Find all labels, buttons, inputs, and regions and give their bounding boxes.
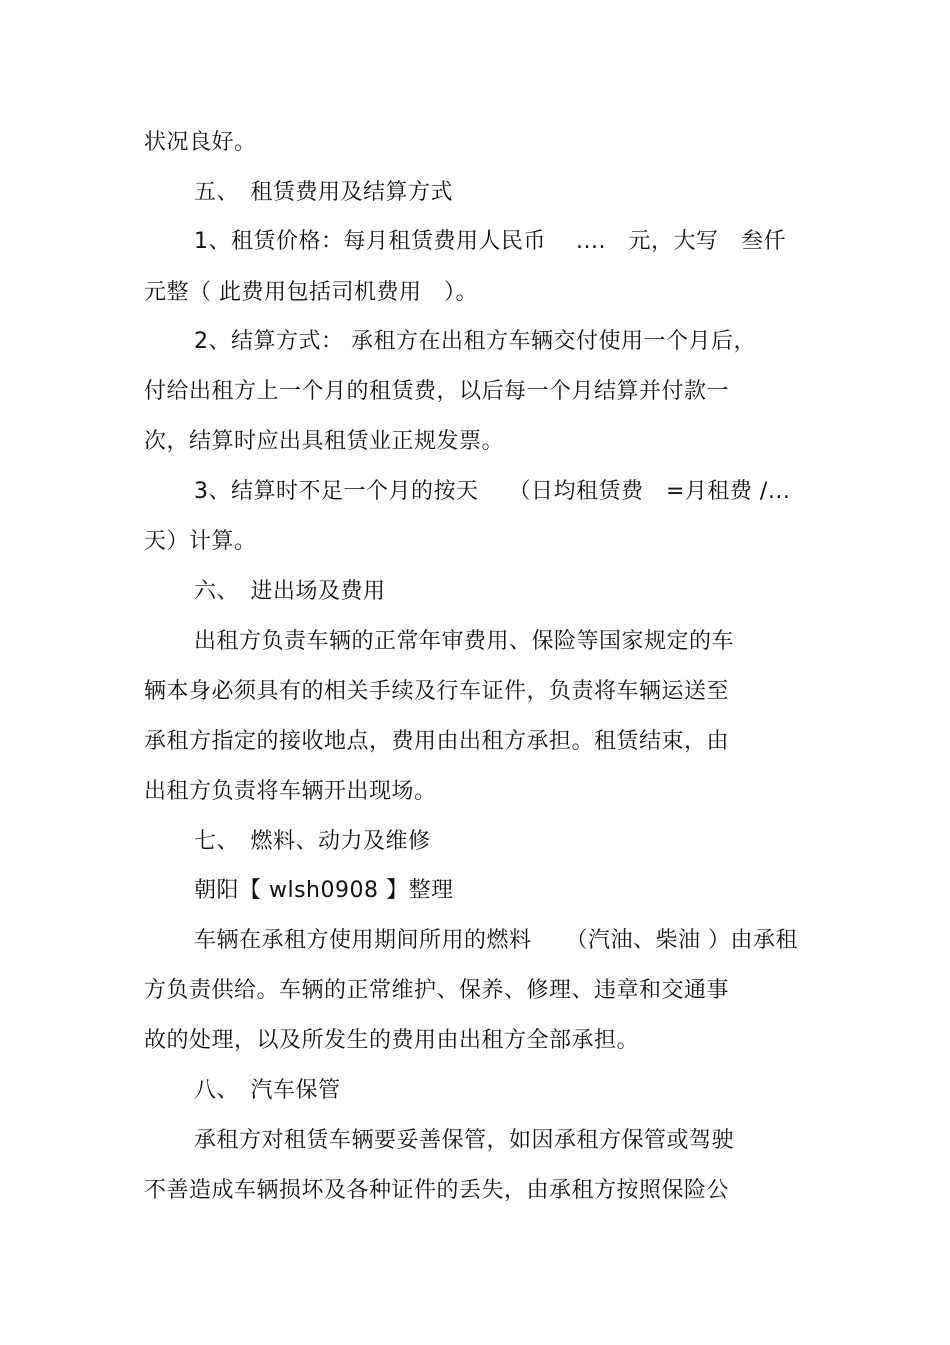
- paragraph-line: 承租方对租赁车辆要妥善保管，如因承租方保管或驾驶: [194, 1128, 735, 1153]
- paragraph-line: 承租方指定的接收地点，费用由出租方承担。租赁结束，由: [144, 729, 730, 754]
- section-heading: 五、 租赁费用及结算方式: [194, 180, 454, 205]
- source-note: 朝阳【 wlsh0908 】整理: [194, 878, 454, 903]
- paragraph-line: 3、结算时不足一个月的按天 （日均租赁费 =月租费 /...: [194, 479, 791, 504]
- paragraph-line: 1、租赁价格：每月租赁费用人民币 .... 元，大写 叁仟: [194, 229, 786, 254]
- paragraph-line: 方负责供给。车辆的正常维护、保养、修理、违章和交通事: [144, 978, 730, 1003]
- paragraph-line: 车辆在承租方使用期间所用的燃料 （汽油、柴油 ）由承租: [194, 928, 798, 953]
- section-heading: 六、 进出场及费用: [194, 579, 386, 604]
- paragraph-line: 元整（ 此费用包括司机费用 ）。: [144, 280, 478, 305]
- paragraph-line: 辆本身必须具有的相关手续及行车证件，负责将车辆运送至: [144, 679, 730, 704]
- paragraph-line: 出租方负责车辆的正常年审费用、保险等国家规定的车: [194, 629, 735, 654]
- paragraph-line: 出租方负责将车辆开出现场。: [144, 779, 437, 804]
- paragraph-line: 故的处理，以及所发生的费用由出租方全部承担。: [144, 1028, 640, 1053]
- paragraph-line: 次，结算时应出具租赁业正规发票。: [144, 429, 505, 454]
- section-heading: 七、 燃料、动力及维修: [194, 829, 431, 854]
- paragraph-line: 状况良好。: [144, 130, 257, 155]
- paragraph-line: 天）计算。: [144, 529, 257, 554]
- paragraph-line: 2、结算方式： 承租方在出租方车辆交付使用一个月后，: [194, 329, 756, 354]
- paragraph-line: 付给出租方上一个月的租赁费，以后每一个月结算并付款一: [144, 379, 730, 404]
- paragraph-line: 不善造成车辆损坏及各种证件的丢失，由承租方按照保险公: [144, 1178, 730, 1203]
- section-heading: 八、 汽车保管: [194, 1078, 341, 1103]
